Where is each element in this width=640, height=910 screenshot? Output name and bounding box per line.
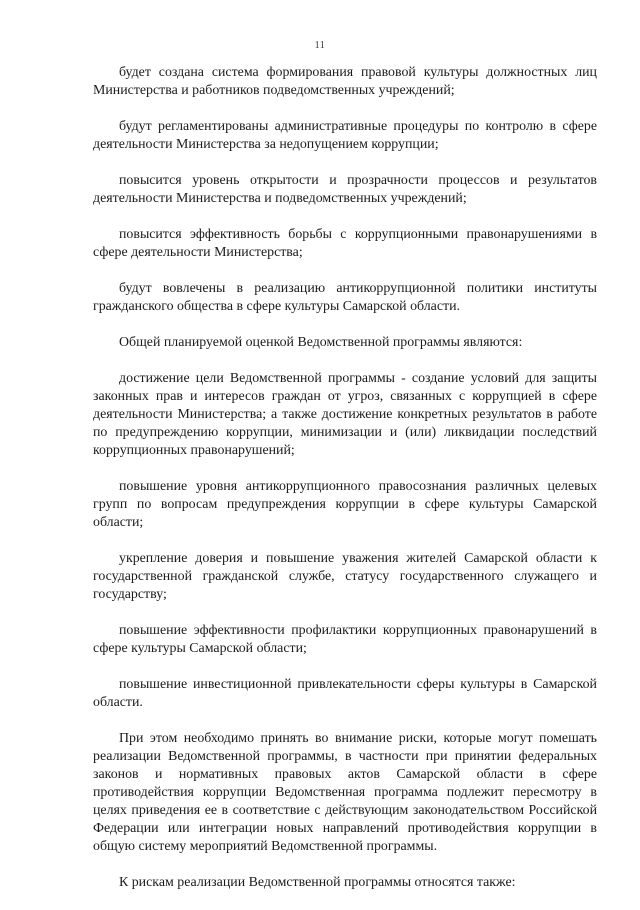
- document-body: [93, 64, 597, 910]
- paragraph-efficiency: повысится эффективность борьбы с коррупционными правонарушениями в сфере деятельности Министерства;: [93, 227, 597, 260]
- paragraph-transparency: повысится уровень открытости и прозрачности процессов и результатов деятельности Министерства и подведомственных учреждений;: [93, 173, 597, 206]
- paragraph-administrative-procedures: будут регламентированы административные процедуры по контролю в сфере деятельности Министерства за недопущением коррупции;: [93, 119, 597, 152]
- paragraph-public-trust: укрепление доверия и повышение уважения жителей Самарской области к государственной гражданской службе, статусу государственного служащего и государству;: [93, 551, 597, 602]
- paragraph-risk-list-intro: К рискам реализации Ведомственной программы относятся также:: [119, 875, 516, 890]
- paragraph-program-goal: достижение цели Ведомственной программы - создание условий для защиты законных прав и интересов граждан от угроз, связанных с коррупцией в сфере деятельности Министерства; а также достижение конкретных результатов в работе по предупреждению коррупции, минимизации и (или) ликвидации последствий коррупционных правонарушений;: [93, 371, 597, 458]
- paragraph-prevention-efficiency: повышение эффективности профилактики коррупционных правонарушений в сфере культуры Самарской области;: [93, 623, 597, 656]
- paragraph-risks: При этом необходимо принять во внимание риски, которые могут помешать реализации Ведомственной программы, в частности при принятии федеральных законов и нормативных правовых актов Самарской области в сфере противодействия коррупции Ведомственная программа подлежит пересмотру в целях приведения ее в соответствие с действующим законодательством Российской Федерации или интеграции новых направлений противодействия коррупции в общую систему мероприятий Ведомственной программы.: [93, 731, 597, 854]
- paragraph-civil-society: будут вовлечены в реализацию антикоррупционной политики институты гражданского общества в сфере культуры Самарской области.: [93, 281, 597, 314]
- page-number: 11: [314, 40, 326, 51]
- paragraph-legal-culture: будет создана система формирования правовой культуры должностных лиц Министерства и работников подведомственных учреждений;: [93, 65, 597, 98]
- paragraph-legal-awareness: повышение уровня антикоррупционного правосознания различных целевых групп по вопросам предупреждения коррупции в сфере культуры Самарской области;: [93, 479, 597, 530]
- paragraph-overall-assessment: Общей планируемой оценкой Ведомственной программы являются:: [119, 335, 523, 350]
- paragraph-investment-appeal: повышение инвестиционной привлекательности сферы культуры в Самарской области.: [93, 677, 597, 710]
